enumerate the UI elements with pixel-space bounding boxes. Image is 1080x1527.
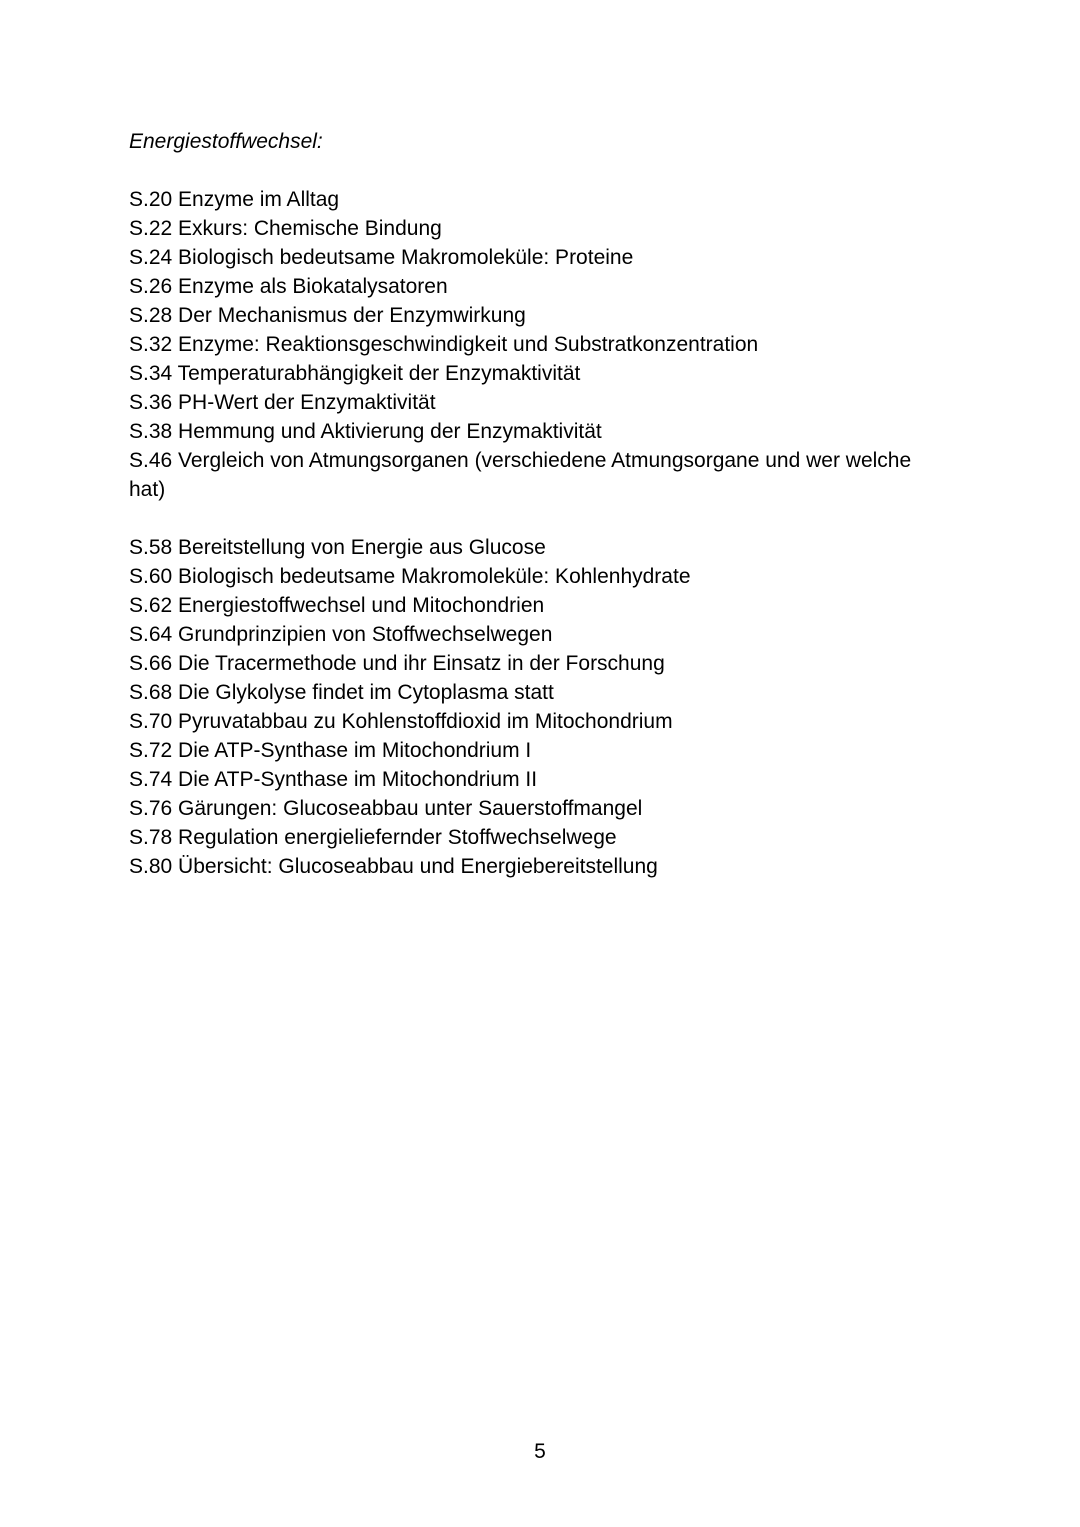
- toc-entry: S.38 Hemmung und Aktivierung der Enzymaktivität: [129, 420, 602, 443]
- toc-entry: S.20 Enzyme im Alltag: [129, 188, 340, 211]
- toc-entry: S.34 Temperaturabhängigkeit der Enzymaktivität: [129, 362, 581, 385]
- toc-entry: S.66 Die Tracermethode und ihr Einsatz in der Forschung: [129, 652, 665, 675]
- toc-entry: S.58 Bereitstellung von Energie aus Glucose: [129, 536, 546, 559]
- toc-entry: S.80 Übersicht: Glucoseabbau und Energiebereitstellung: [129, 855, 658, 878]
- section-heading: Energiestoffwechsel:: [129, 130, 323, 153]
- toc-entry: S.32 Enzyme: Reaktionsgeschwindigkeit und Substratkonzentration: [129, 333, 759, 356]
- toc-entry: S.60 Biologisch bedeutsame Makromoleküle: Kohlenhydrate: [129, 565, 691, 588]
- toc-entry: S.64 Grundprinzipien von Stoffwechselwegen: [129, 623, 553, 646]
- toc-entry: S.74 Die ATP-Synthase im Mitochondrium II: [129, 768, 538, 791]
- toc-entry: S.70 Pyruvatabbau zu Kohlenstoffdioxid im Mitochondrium: [129, 710, 673, 733]
- toc-list-enzymes: [129, 185, 929, 504]
- toc-entry: S.24 Biologisch bedeutsame Makromoleküle: Proteine: [129, 246, 634, 269]
- blank-line: [129, 156, 929, 185]
- toc-entry: S.46 Vergleich von Atmungsorganen (verschiedene Atmungsorgane und wer welche hat): [129, 449, 912, 501]
- blank-line: [129, 504, 929, 533]
- toc-entry: S.36 PH-Wert der Enzymaktivität: [129, 391, 436, 414]
- toc-entry: S.26 Enzyme als Biokatalysatoren: [129, 275, 448, 298]
- document-content: [129, 127, 929, 881]
- toc-entry: S.76 Gärungen: Glucoseabbau unter Sauerstoffmangel: [129, 797, 643, 820]
- toc-list-glucose: [129, 533, 929, 881]
- toc-entry: S.62 Energiestoffwechsel und Mitochondrien: [129, 594, 545, 617]
- page-number: 5: [534, 1440, 546, 1463]
- toc-entry: S.78 Regulation energieliefernder Stoffwechselwege: [129, 826, 617, 849]
- toc-entry: S.68 Die Glykolyse findet im Cytoplasma statt: [129, 681, 554, 704]
- toc-entry: S.28 Der Mechanismus der Enzymwirkung: [129, 304, 526, 327]
- toc-entry: S.22 Exkurs: Chemische Bindung: [129, 217, 442, 240]
- toc-entry: S.72 Die ATP-Synthase im Mitochondrium I: [129, 739, 532, 762]
